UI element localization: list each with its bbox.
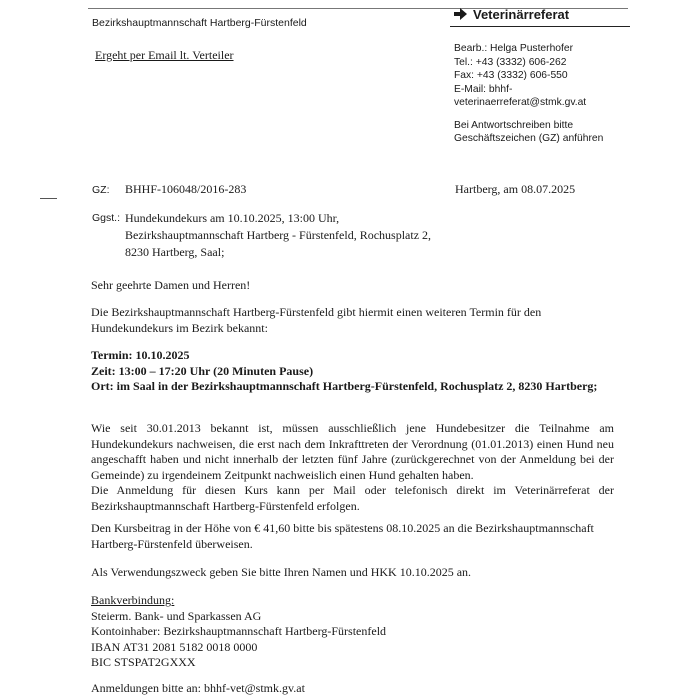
bic: BIC STSPAT2GXXX xyxy=(91,655,196,669)
subject-line: Bezirkshauptmannschaft Hartberg - Fürstenfeld, Rochusplatz 2, xyxy=(125,228,432,242)
reply-note-line-1: Bei Antwortschreiben bitte xyxy=(454,120,574,131)
iban: IBAN AT31 2081 5182 0018 0000 xyxy=(91,639,258,654)
purpose-paragraph: Als Verwendungszweck geben Sie bitte Ihren Namen und HKK 10.10.2025 an. xyxy=(91,565,472,579)
contact-block xyxy=(454,42,586,110)
greeting: Sehr geehrte Damen und Herren! xyxy=(91,278,251,292)
fee-paragraph: Den Kursbeitrag in der Höhe von € 41,60 bitte bis spätestens 08.10.2025 an die Bezirkshauptmannschaft Hartberg-Fürstenfeld überweisen. xyxy=(91,521,594,551)
event-time: Zeit: 13:00 – 17:20 Uhr (20 Minuten Pause) xyxy=(91,363,314,378)
event-date: Termin: 10.10.2025 xyxy=(91,348,190,362)
department-name: Veterinärreferat xyxy=(473,7,570,22)
reply-note xyxy=(454,119,603,146)
organization-name: Bezirkshauptmannschaft Hartberg-Fürstenfeld xyxy=(92,17,307,29)
intro-paragraph: Die Bezirkshauptmannschaft Hartberg-Fürstenfeld gibt hiermit einen weiteren Termin für den Hundekundekurs im Bezirk bekannt: xyxy=(91,305,542,335)
event-details xyxy=(91,348,614,395)
email-link[interactable]: veterinaerreferat@stmk.gv.at xyxy=(454,97,587,109)
requirements-text: Wie seit 30.01.2013 bekannt ist, müssen ausschließlich jene Hundebesitzer die Teilnahme am Hundekundekurs nachweisen, die erst nach dem Inkrafttreten der Verordnung (01.01.2013) einen Hund neu angeschafft haben und nicht innerhalb der letzten fünf Jahre (zurückgerechnet von der Anmeldung bei der Gemeinde) zu irgendeinem Zeitpunkt nachweislich einen Hund gehalten haben. xyxy=(91,421,614,482)
arrow-right-icon xyxy=(454,7,467,21)
subject-label: Ggst.: xyxy=(92,212,121,224)
fax-number: Fax: +43 (3332) 606-550 xyxy=(454,70,568,82)
bank-name: Steierm. Bank- und Sparkassen AG xyxy=(91,608,262,623)
fold-mark xyxy=(40,198,57,199)
place-date: Hartberg, am 08.07.2025 xyxy=(455,182,576,196)
subject-line: Hundekundekurs am 10.10.2025, 13:00 Uhr, xyxy=(125,211,340,225)
email-label: E-Mail: bhhf- xyxy=(454,83,513,95)
gz-value: BHHF-106048/2016-283 xyxy=(125,182,247,196)
registration-text: Die Anmeldung für diesen Kurs kann per Mail oder telefonisch direkt im Veterinärreferat der Bezirkshauptmannschaft Hartberg-Fürstenfeld erfolgen. xyxy=(91,483,614,513)
bank-heading: Bankverbindung: xyxy=(91,593,175,607)
gz-label: GZ: xyxy=(92,184,110,196)
subject-line: 8230 Hartberg, Saal; xyxy=(125,245,225,259)
registration-contact: Anmeldungen bitte an: bhhf-vet@stmk.gv.at xyxy=(91,681,305,695)
bank-details xyxy=(91,593,614,671)
handler-name: Bearb.: Helga Pusterhofer xyxy=(454,43,574,54)
distribution-note: Ergeht per Email lt. Verteiler xyxy=(95,48,234,62)
subject-block xyxy=(125,210,431,261)
department-header xyxy=(450,4,630,27)
reply-note-line-2: Geschäftszeichen (GZ) anführen xyxy=(454,133,604,145)
event-location: Ort: im Saal in der Bezirkshauptmannschaft Hartberg-Fürstenfeld, Rochusplatz 2, 8230 Hartberg; xyxy=(91,379,598,393)
phone-number: Tel.: +43 (3332) 606-262 xyxy=(454,56,567,68)
account-holder: Kontoinhaber: Bezirkshauptmannschaft Hartberg-Fürstenfeld xyxy=(91,624,387,638)
requirements-paragraph xyxy=(91,421,614,514)
